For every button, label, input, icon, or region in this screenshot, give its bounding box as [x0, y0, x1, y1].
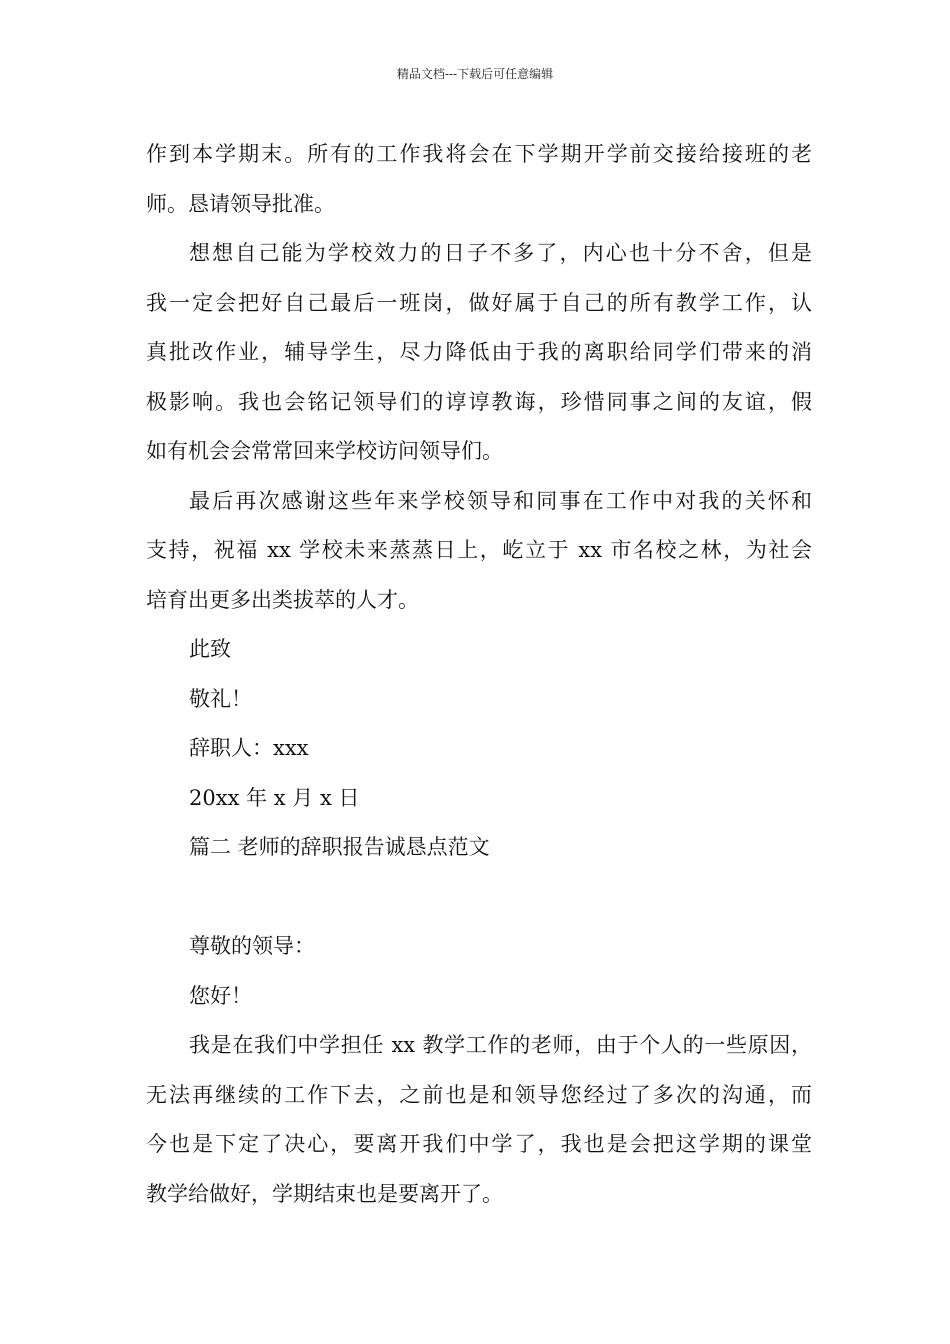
section-title: 篇二 老师的辞职报告诚恳点范文	[189, 835, 490, 859]
paragraph-line: 作到本学期末。所有的工作我将会在下学期开学前交接给接班的老	[146, 142, 812, 166]
date-text: 20xx 年 x 月 x 日	[189, 785, 360, 810]
paragraph-line: 我是在我们中学担任 xx 教学工作的老师，由于个人的一些原因，	[189, 1033, 812, 1057]
closing-text: 此致	[189, 637, 231, 661]
paragraph-line: 无法再继续的工作下去，之前也是和领导您经过了多次的沟通，而	[146, 1082, 812, 1107]
greeting-text: 尊敬的领导：	[189, 934, 315, 958]
paragraph-line: 今也是下定了决心，要离开我们中学了，我也是会把这学期的课堂	[146, 1132, 812, 1156]
paragraph-line: 教学给做好，学期结束也是要离开了。	[146, 1181, 503, 1206]
blank-line	[146, 873, 812, 923]
paragraph-line: 师。恳请领导批准。	[146, 191, 335, 216]
page-header: 精品文档---下载后可任意编辑	[396, 67, 554, 81]
signer-text: 辞职人：xxx	[189, 736, 309, 760]
paragraph-line: 如有机会会常常回来学校访问领导们。	[146, 439, 503, 463]
paragraph-line: 想想自己能为学校效力的日子不多了，内心也十分不舍，但是	[189, 241, 812, 265]
paragraph-line: 真批改作业，辅导学生，尽力降低由于我的离职给同学们带来的消	[146, 340, 812, 364]
paragraph-line: 支持，祝福 xx 学校未来蒸蒸日上，屹立于 xx 市名校之林，为社会	[146, 538, 812, 562]
paragraph-line: 最后再次感谢这些年来学校领导和同事在工作中对我的关怀和	[189, 488, 812, 513]
paragraph-line: 我一定会把好自己最后一班岗，做好属于自己的所有教学工作，认	[146, 290, 812, 315]
paragraph-line: 培育出更多出类拔萃的人才。	[146, 587, 419, 612]
salute-text: 敬礼！	[189, 686, 252, 711]
hello-text: 您好！	[189, 983, 252, 1008]
paragraph-line: 极影响。我也会铭记领导们的谆谆教诲，珍惜同事之间的友谊，假	[146, 389, 812, 414]
document-body	[146, 130, 812, 1219]
